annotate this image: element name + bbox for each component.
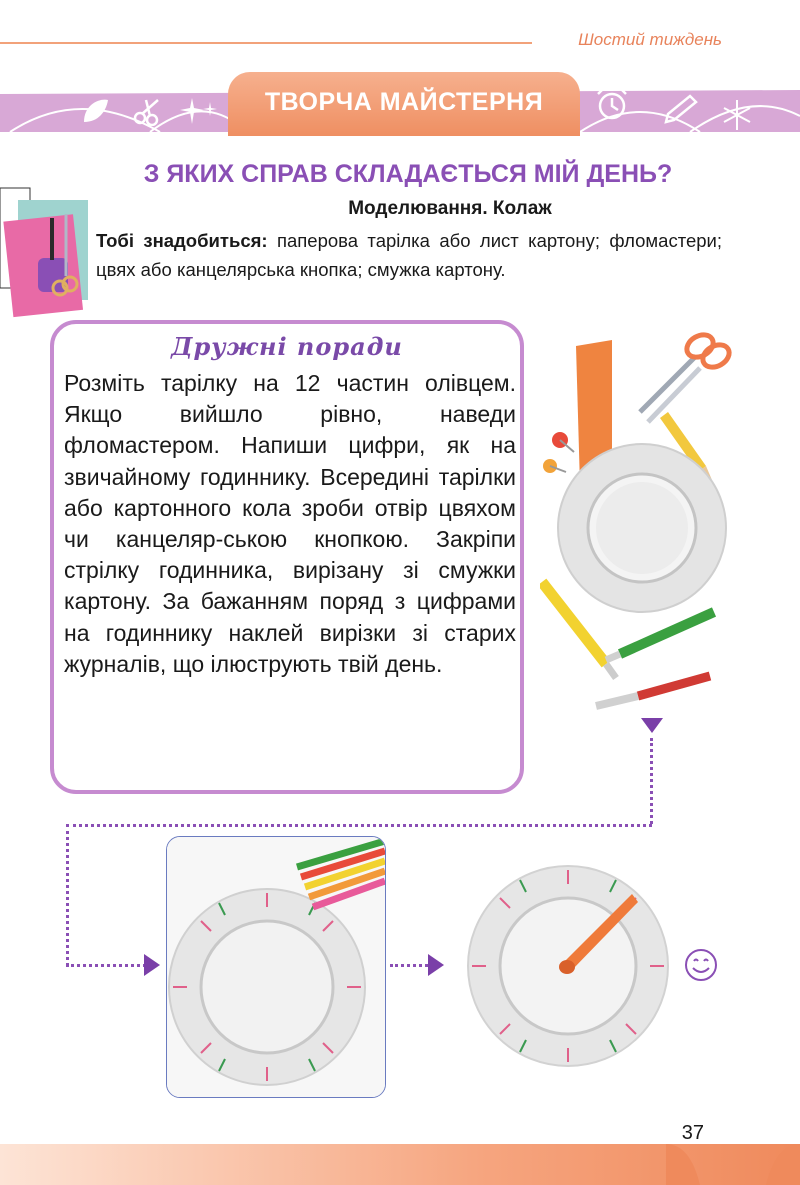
footer-notch [666, 1126, 800, 1185]
sparkle-icon [180, 96, 220, 126]
connector-line [66, 824, 652, 827]
arrow-right-icon [428, 954, 444, 976]
pencil-icon [660, 92, 700, 128]
page-number: 37 [681, 1122, 704, 1144]
scissors-icon [132, 96, 162, 126]
banner-title: ТВОРЧА МАЙСТЕРНЯ [264, 88, 544, 116]
photo-marked-plate [166, 836, 386, 1098]
connector-line [650, 738, 653, 824]
photo-clock-with-hand [464, 846, 678, 1084]
materials-icon [0, 184, 96, 320]
materials-needed [96, 226, 722, 284]
header-rule [0, 42, 532, 44]
arrow-right-icon [144, 954, 160, 976]
week-label: Шостий тиждень [578, 30, 722, 49]
tips-text: Розміть тарілку на 12 частин олівцем. Якщо вийшло рівно, наведи фломастером. Напиши цифри, як на звичайному годиннику. Всередині тарілки або картонного кола зроби отвір цвяхом чи канцеляр-ською кнопкою. Закріпи стрілку годинника, вирізану зі смужки картону. За бажанням поряд з цифрами на годиннику наклей вирізки зі старих журналів, що ілюструють твій день. [64, 370, 516, 677]
scissors-icon [640, 330, 733, 422]
lesson-subtitle: Моделювання. Колаж [348, 198, 552, 219]
lesson-title: З ЯКИХ СПРАВ СКЛАДАЄТЬСЯ МІЙ ДЕНЬ? [143, 160, 673, 188]
smiley-icon [684, 948, 718, 982]
arrow-down-icon [641, 718, 663, 733]
snowflake-icon [720, 98, 754, 132]
craft-supplies-illustration [540, 316, 770, 716]
materials-label: Тобі знадобиться: [96, 230, 268, 251]
leaf-icon [78, 94, 112, 128]
tips-title: Дружні поради [171, 332, 403, 361]
connector-line [390, 964, 428, 967]
connector-line [66, 824, 69, 966]
connector-line [66, 964, 146, 967]
marker-icon [596, 676, 710, 706]
materials-list: паперова тарілка або лист картону; фломастери; цвях або канцелярська кнопка; смужка картону. [96, 230, 723, 280]
alarm-clock-icon [592, 84, 632, 124]
marker-icon [606, 612, 714, 660]
